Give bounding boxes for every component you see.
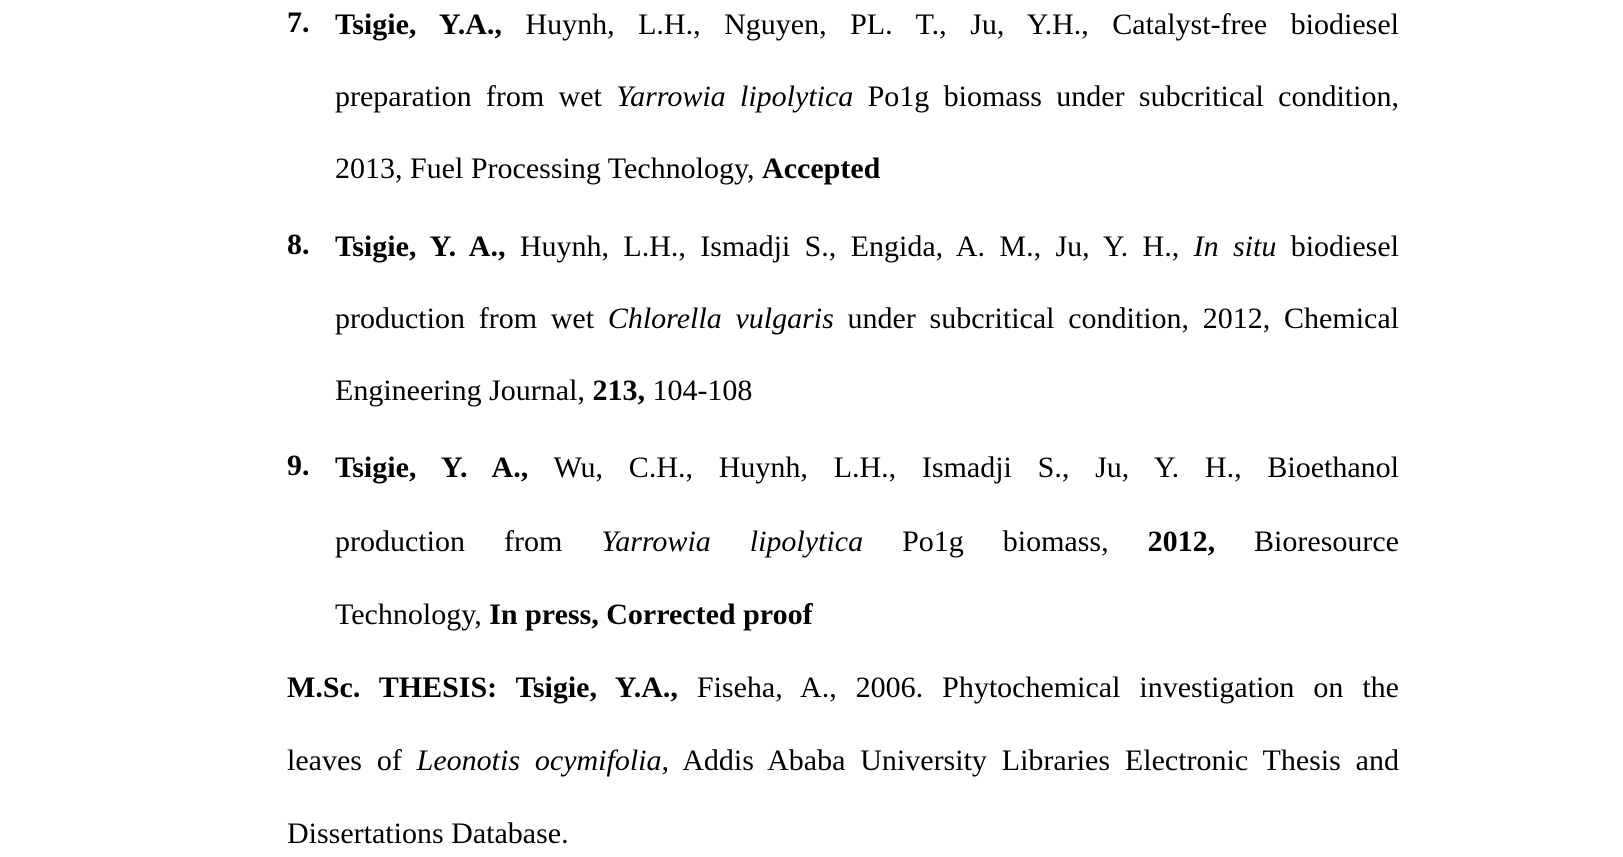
status-bold: In press, Corrected proof [489, 598, 813, 631]
reference-line [335, 302, 1399, 336]
reference-number: 8. [287, 228, 310, 261]
reference-line [335, 598, 1399, 632]
reference-line [335, 374, 1399, 408]
text-run: Bioresource [1215, 525, 1399, 558]
author-bold: Tsigie, Y.A., [335, 8, 502, 41]
species-italic: Yarrowia lipolytica [601, 525, 864, 558]
status-bold: Accepted [762, 152, 881, 185]
text-run: Engineering Journal, [335, 374, 593, 407]
text-run: Huynh, L.H., Ismadji S., Engida, A. M., Ju, Y. H., [505, 230, 1194, 263]
reference-line [335, 230, 1399, 264]
text-run: 104-108 [644, 374, 753, 407]
term-italic: In situ [1193, 230, 1277, 263]
thesis-heading-bold: M.Sc. THESIS: Tsigie, Y.A., [287, 671, 678, 704]
thesis-line [287, 817, 1399, 851]
thesis-line [287, 671, 1399, 705]
reference-line [335, 451, 1399, 485]
text-run: under subcritical condition, 2012, Chemical [833, 302, 1399, 335]
reference-number: 7. [287, 6, 310, 39]
text-run: production from wet [335, 302, 608, 335]
species-italic: Chlorella vulgaris [607, 302, 834, 335]
author-bold: Tsigie, Y. A., [335, 230, 506, 263]
year-bold: 2012, [1147, 525, 1216, 558]
volume-bold: 213, [592, 374, 645, 407]
text-run: Dissertations Database. [287, 817, 569, 850]
text-run: Fiseha, A., 2006. Phytochemical investigation on the [677, 671, 1399, 704]
text-run: Po1g biomass, [863, 525, 1148, 558]
text-run: preparation from wet [335, 80, 617, 113]
reference-line [335, 152, 1399, 186]
reference-line [335, 525, 1399, 559]
species-italic: Leonotis ocymifolia, [416, 744, 670, 777]
text-run: Technology, [335, 598, 490, 631]
thesis-line [287, 744, 1399, 778]
text-run: leaves of [287, 744, 417, 777]
reference-line [335, 80, 1399, 114]
text-run: biodiesel [1276, 230, 1399, 263]
reference-line [335, 8, 1399, 42]
text-run: Po1g biomass under subcritical condition, [853, 80, 1399, 113]
text-run: 2013, Fuel Processing Technology, [335, 152, 763, 185]
author-bold: Tsigie, Y. A., [335, 451, 529, 484]
species-italic: Yarrowia lipolytica [616, 80, 854, 113]
text-run: Addis Ababa University Libraries Electronic Thesis and [669, 744, 1399, 777]
reference-number: 9. [287, 449, 310, 482]
text-run: Wu, C.H., Huynh, L.H., Ismadji S., Ju, Y. H., Bioethanol [528, 451, 1399, 484]
text-run: Huynh, L.H., Nguyen, PL. T., Ju, Y.H., Catalyst-free biodiesel [501, 8, 1399, 41]
text-run: production from [335, 525, 602, 558]
